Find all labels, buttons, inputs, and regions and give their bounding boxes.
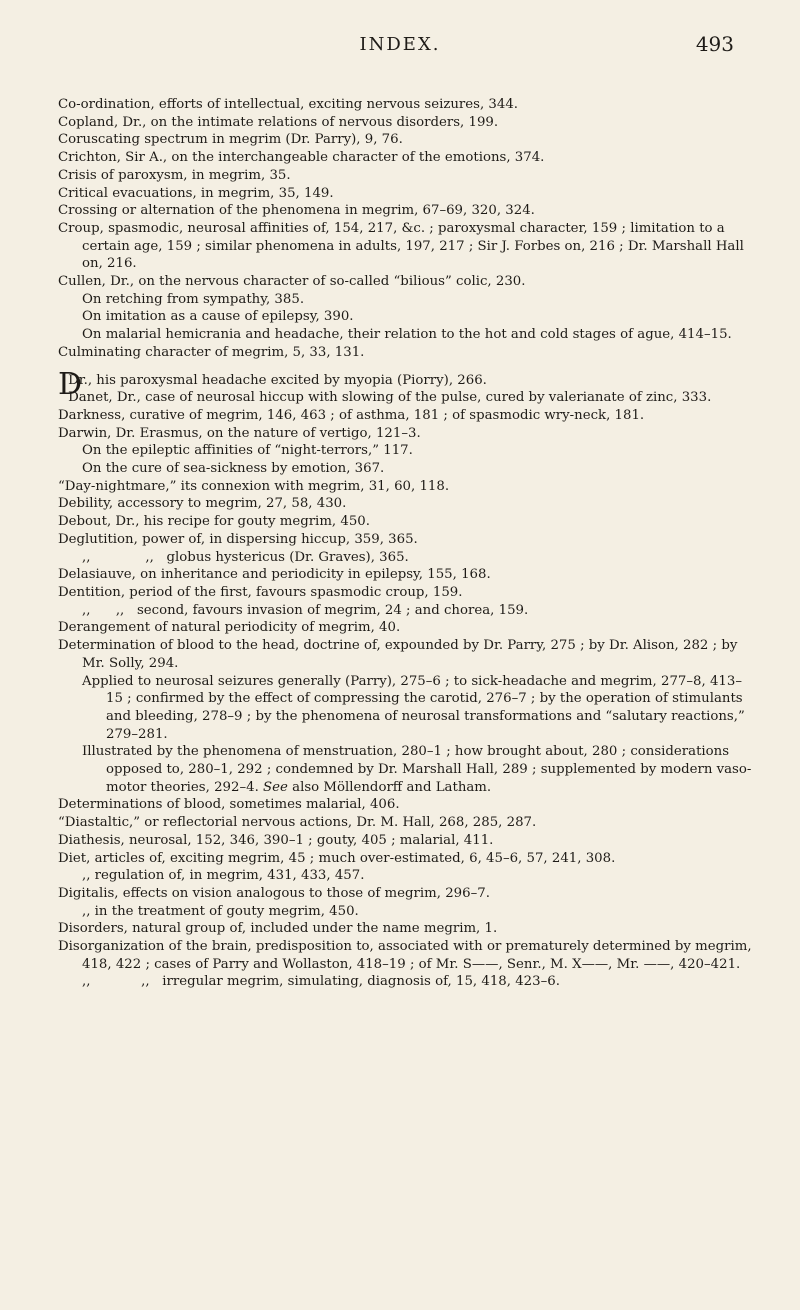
index-subentry: On malarial hemicrania and headache, their relation to the hot and cold stages of ague, 414–15. xyxy=(82,327,732,343)
index-entry: Culminating character of megrim, 5, 33, 131. xyxy=(58,344,365,360)
index-subentry: Illustrated by the phenomena of menstruation, 280–1 ; how brought about, 280 ; considerations opposed to, 280–1, 292 ; condemned by Dr. Marshall Hall, 289 ; supplemented by modern vaso-motor theories, 292–4. See also Möllendorff and Latham. xyxy=(82,744,752,795)
page-number: 493 xyxy=(695,32,734,56)
index-entry: Dentition, period of the first, favours spasmodic croup, 159. xyxy=(58,584,463,600)
index-subentry: On imitation as a cause of epilepsy, 390. xyxy=(82,309,354,325)
index-entry: “Day-nightmare,” its connexion with megrim, 31, 60, 118. xyxy=(58,478,450,494)
index-entry: Croup, spasmodic, neurosal affinities of, 154, 217, &c. ; paroxysmal character, 159 ; limitation to a certain age, 159 ; similar phenomena in adults, 197, 217 ; Sir J. Forbes on, 216 ; Dr. Marshall Hall on, 216. xyxy=(58,220,744,272)
index-subentry: ,, ,, second, favours invasion of megrim, 24 ; and chorea, 159. xyxy=(82,602,529,618)
index-entry: Disorganization of the brain, predisposition to, associated with or prematurely determined by megrim, 418, 422 ; cases of Parry and Wollaston, 418–19 ; of Mr. S——, Senr., M. X——, Mr. ——, 420–421. xyxy=(58,939,752,972)
index-entry: Co-ordination, efforts of intellectual, exciting nervous seizures, 344. xyxy=(58,97,519,112)
index-subentry: On the cure of sea-sickness by emotion, 367. xyxy=(82,461,385,477)
index-subentry: ,, ,, globus hystericus (Dr. Graves), 365. xyxy=(82,549,409,565)
index-entry: Crisis of paroxysm, in megrim, 35. xyxy=(58,167,291,183)
index-subentry: Applied to neurosal seizures generally (Parry), 275–6 ; to sick-headache and megrim, 277–8, 413–15 ; confirmed by the effect of compressing the carotid, 276–7 ; by the operation of stimulants and bleeding, 278–9 ; by the phenomena of neurosal transformations and “salutary reactions,” 279–281. xyxy=(82,673,745,742)
index-entry: Deglutition, power of, in dispersing hiccup, 359, 365. xyxy=(58,531,418,547)
index-entry: Cullen, Dr., on the nervous character of so-called “bilious” colic, 230. xyxy=(58,274,526,290)
index-subentry: On retching from sympathy, 385. xyxy=(82,291,305,307)
section-letter-d: D xyxy=(58,366,83,402)
see-reference: See xyxy=(263,779,288,795)
index-entry: Diathesis, neurosal, 152, 346, 390–1 ; gouty, 405 ; malarial, 411. xyxy=(58,832,494,848)
index-entry-letter-d: D Dr., his paroxysmal headache excited by myopia (Piorry), 266. xyxy=(58,366,487,402)
index-entry: Darkness, curative of megrim, 146, 463 ; of asthma, 181 ; of spasmodic wry-neck, 181. xyxy=(58,407,645,423)
index-entry: Crichton, Sir A., on the interchangeable character of the emotions, 374. xyxy=(58,150,545,166)
index-subentry: On the epileptic affinities of “night-terrors,” 117. xyxy=(82,443,413,459)
index-entry: Derangement of natural periodicity of megrim, 40. xyxy=(58,620,401,636)
index-entry: Delasiauve, on inheritance and periodicity in epilepsy, 155, 168. xyxy=(58,567,491,583)
index-entry: Determination of blood to the head, doctrine of, expounded by Dr. Parry, 275 ; by Dr. Alison, 282 ; by Mr. Solly, 294. xyxy=(58,638,738,671)
index-entry: Disorders, natural group of, included under the name megrim, 1. xyxy=(58,921,498,937)
index-entry: “Diastaltic,” or reflectorial nervous actions, Dr. M. Hall, 268, 285, 287. xyxy=(58,815,537,831)
index-entry: Debout, Dr., his recipe for gouty megrim, 450. xyxy=(58,514,370,530)
index-entry: Coruscating spectrum in megrim (Dr. Parry), 9, 76. xyxy=(58,132,403,148)
index-entry: Diet, articles of, exciting megrim, 45 ; much over-estimated, 6, 45–6, 57, 241, 308. xyxy=(58,850,616,866)
index-entry: Danet, Dr., case of neurosal hiccup with slowing of the pulse, cured by valerianate of zinc, 333. xyxy=(68,390,712,406)
running-header-title: INDEX. xyxy=(359,34,441,55)
index-entry: Determinations of blood, sometimes malarial, 406. xyxy=(58,797,400,813)
index-entry: Copland, Dr., on the intimate relations of nervous disorders, 199. xyxy=(58,114,499,130)
index-entry: Digitalis, effects on vision analogous to those of megrim, 296–7. xyxy=(58,885,490,901)
index-entry: Critical evacuations, in megrim, 35, 149. xyxy=(58,185,334,201)
index-entry: Crossing or alternation of the phenomena in megrim, 67–69, 320, 324. xyxy=(58,203,535,219)
index-entries xyxy=(58,96,758,991)
index-subentry: ,, in the treatment of gouty megrim, 450. xyxy=(82,903,359,919)
index-subentry: ,, regulation of, in megrim, 431, 433, 457. xyxy=(82,868,365,884)
index-subentry: ,, ,, irregular megrim, simulating, diagnosis of, 15, 418, 423–6. xyxy=(82,974,560,990)
index-entry: Darwin, Dr. Erasmus, on the nature of vertigo, 121–3. xyxy=(58,425,421,441)
index-entry: Debility, accessory to megrim, 27, 58, 430. xyxy=(58,496,347,512)
